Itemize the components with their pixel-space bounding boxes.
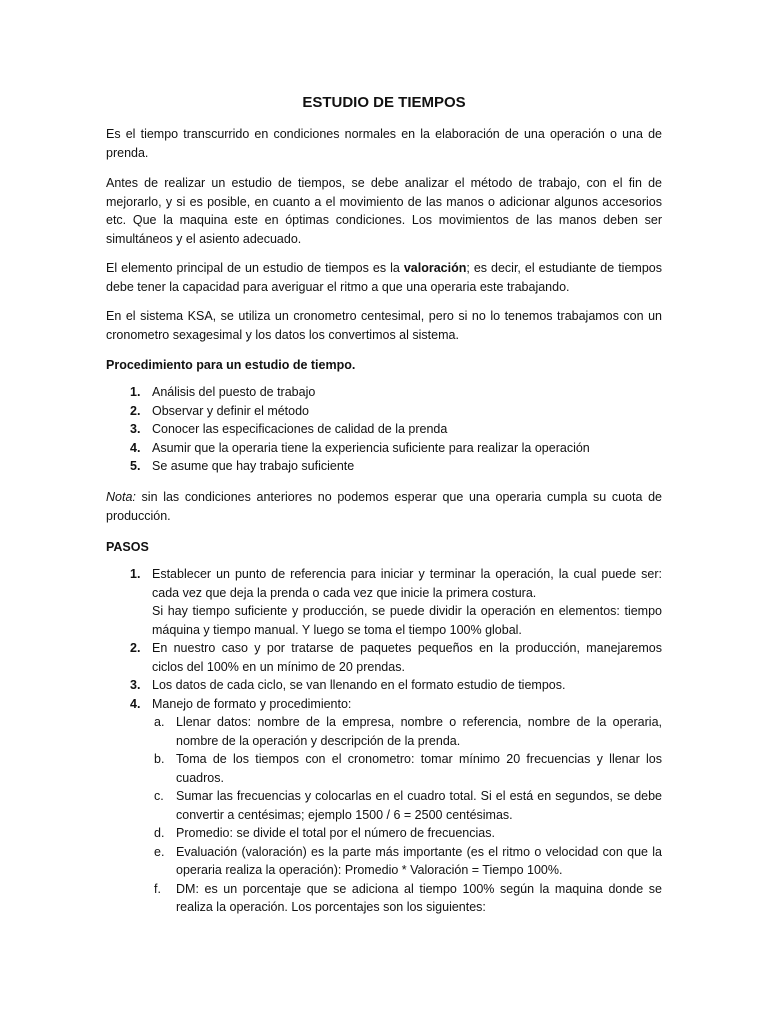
paragraph-method: Antes de realizar un estudio de tiempos, se debe analizar el método de trabajo, con el fin de mejorarlo, y si es posible, en cuanto a el movimiento de las manos o adicionar algunos accesorios etc. Que la maquina este en óptimas condiciones. Los movimientos de las manos deben ser simultáneos y el asiento adecuado.	[106, 176, 662, 246]
note-paragraph	[106, 488, 662, 525]
sub-list-letter: f.	[154, 881, 161, 896]
valuation-keyword: valoración	[403, 261, 467, 275]
list-item	[106, 676, 662, 695]
list-number: 1.	[130, 567, 141, 581]
list-number: 2.	[130, 403, 141, 418]
list-item	[106, 565, 662, 602]
list-number: 4.	[130, 440, 141, 455]
list-item-continuation: Si hay tiempo suficiente y producción, se puede dividir la operación en elementos: tiempo máquina y tiempo manual. Y luego se toma el tiempo 100% global.	[152, 604, 662, 637]
list-item	[106, 639, 662, 676]
list-text: Los datos de cada ciclo, se van llenando en el formato estudio de tiempos.	[152, 678, 566, 692]
sub-list-letter: c.	[154, 789, 164, 803]
sub-list-text: Llenar datos: nombre de la empresa, nombre o referencia, nombre de la operaria, nombre de la operación y descripción de la prenda.	[176, 715, 662, 748]
sub-list-text: Evaluación (valoración) es la parte más importante (es el ritmo o velocidad con que la operaria realiza la operación): Promedio * Valoración = Tiempo 100%.	[176, 844, 662, 877]
sub-list-text: Sumar las frecuencias y colocarlas en el cuadro total. Si el está en segundos, se debe convertir a centésimas; ejemplo 1500 / 6 = 2500 centésimas.	[176, 789, 662, 822]
list-text: En nuestro caso y por tratarse de paquetes pequeños en la producción, manejaremos ciclos del 100% en un mínimo de 20 prendas.	[152, 641, 662, 674]
list-number: 2.	[130, 641, 141, 655]
sub-list-item	[106, 787, 662, 824]
sub-list-letter: e.	[154, 844, 165, 859]
sub-list-item	[106, 750, 662, 787]
paragraph-ksa-system: En el sistema KSA, se utiliza un cronometro centesimal, pero si no lo tenemos trabajamos con un cronometro sexagesimal y los datos los convertimos al sistema.	[106, 309, 662, 342]
list-text: Asumir que la operaria tiene la experiencia suficiente para realizar la operación	[152, 440, 590, 455]
sub-list-item	[106, 713, 662, 750]
sub-list-letter: b.	[154, 752, 165, 766]
list-number: 3.	[130, 422, 141, 436]
sub-list-item	[106, 824, 662, 843]
list-item	[106, 383, 662, 402]
procedure-list	[106, 383, 662, 476]
note-label: Nota:	[106, 490, 136, 504]
list-item	[106, 439, 662, 458]
list-text: Análisis del puesto de trabajo	[152, 385, 316, 399]
list-text: Se asume que hay trabajo suficiente	[152, 459, 355, 473]
sub-list-text: Toma de los tiempos con el cronometro: tomar mínimo 20 frecuencias y llenar los cuadros.	[176, 752, 662, 785]
document-title: ESTUDIO DE TIEMPOS	[302, 94, 466, 111]
pasos-list	[106, 565, 662, 917]
sub-list-item	[106, 843, 662, 880]
procedure-heading: Procedimiento para un estudio de tiempo.	[106, 358, 356, 372]
sub-list-item	[106, 880, 662, 917]
list-item	[106, 695, 662, 714]
sub-list-text: DM: es un porcentaje que se adiciona al tiempo 100% según la maquina donde se realiza la operación. Los porcentajes son los siguientes:	[176, 881, 662, 914]
paragraph-valuation	[106, 259, 662, 296]
list-item	[106, 402, 662, 421]
paragraph-definition: Es el tiempo transcurrido en condiciones normales en la elaboración de una operación o una de prenda.	[106, 127, 662, 160]
list-number: 5.	[130, 459, 141, 473]
list-number: 1.	[130, 385, 141, 399]
list-item	[106, 420, 662, 439]
list-item	[106, 457, 662, 476]
sub-list-letter: a.	[154, 715, 165, 729]
sub-list-letter: d.	[154, 826, 165, 840]
sub-list-text: Promedio: se divide el total por el número de frecuencias.	[176, 826, 495, 840]
note-text: sin las condiciones anteriores no podemos esperar que una operaria cumpla su cuota de producción.	[106, 490, 662, 523]
list-text: Manejo de formato y procedimiento:	[152, 696, 352, 711]
valuation-text-start: El elemento principal de un estudio de tiempos es la	[106, 261, 404, 275]
list-number: 4.	[130, 696, 141, 711]
pasos-heading: PASOS	[106, 540, 149, 554]
list-text: Establecer un punto de referencia para iniciar y terminar la operación, la cual puede ser: cada vez que deja la prenda o cada vez que inicie la primera costura.	[152, 567, 662, 600]
list-text: Observar y definir el método	[152, 403, 310, 418]
list-text: Conocer las especificaciones de calidad de la prenda	[152, 422, 448, 436]
valuation-text-end: ; es decir, el estudiante de tiempos debe tener la capacidad para averiguar el ritmo a que una operaria este trabajando.	[106, 261, 662, 294]
list-number: 3.	[130, 678, 141, 692]
